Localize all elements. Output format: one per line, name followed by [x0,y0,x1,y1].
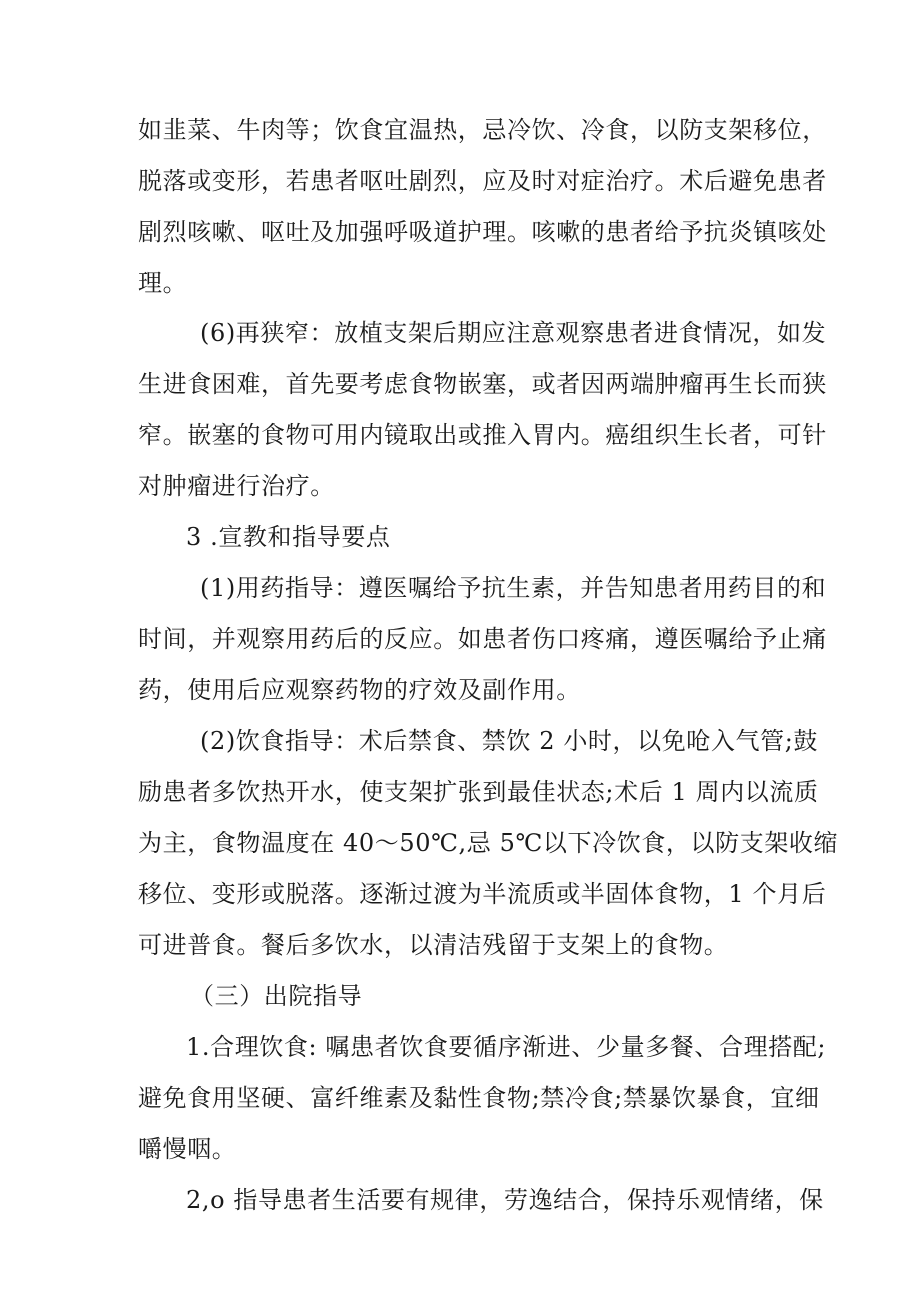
paragraph-heading-restenosis: (6)再狭窄：放植支架后期应注意观察患者进食情况，如发 [200,319,827,347]
text-line: 励患者多饮热开水，使支架扩张到最佳状态;术后 1 周内以流质 [138,778,819,806]
text-line: 对肿瘤进行治疗。 [138,472,335,500]
text-line: 剧烈咳嗽、呕吐及加强呼吸道护理。咳嗽的患者给予抗炎镇咳处 [138,218,827,246]
section-heading-education: 3 .宣教和指导要点 [186,523,391,551]
section-heading-discharge: （三）出院指导 [190,982,363,1010]
text-line: 窄。嵌塞的食物可用内镜取出或推入胃内。癌组织生长者，可针 [138,421,827,449]
text-line: 生进食困难，首先要考虑食物嵌塞，或者因两端肿瘤再生长而狭 [138,370,827,398]
text-line: 脱落或变形，若患者呕吐剧烈，应及时对症治疗。术后避免患者 [138,167,827,195]
paragraph-heading-reasonable-diet: 1.合理饮食: 嘱患者饮食要循序渐进、少量多餐、合理搭配; [186,1033,827,1061]
paragraph-heading-diet: (2)饮食指导：术后禁食、禁饮 2 小时，以免呛入气管;鼓 [200,727,819,755]
text-line: 如韭菜、牛肉等；饮食宜温热，忌冷饮、冷食，以防支架移位， [138,116,827,144]
text-line: 可进普食。餐后多饮水，以清洁残留于支架上的食物。 [138,931,729,959]
text-line: 药，使用后应观察药物的疗效及副作用。 [138,676,581,704]
text-line: 移位、变形或脱落。逐渐过渡为半流质或半固体食物，1 个月后 [138,880,827,908]
paragraph-heading-lifestyle: 2,o 指导患者生活要有规律，劳逸结合，保持乐观情绪，保 [186,1186,824,1214]
text-line: 为主，食物温度在 40～50℃,忌 5℃以下冷饮食，以防支架收缩 [138,829,839,857]
paragraph-heading-medication: (1)用药指导：遵医嘱给予抗生素，并告知患者用药目的和 [200,574,827,602]
text-line: 嚼慢咽。 [138,1135,237,1163]
text-line: 避免食用坚硬、富纤维素及黏性食物;禁冷食;禁暴饮暴食，宜细 [138,1084,820,1112]
text-line: 时间，并观察用药后的反应。如患者伤口疼痛，遵医嘱给予止痛 [138,625,827,653]
text-line: 理。 [138,269,188,297]
